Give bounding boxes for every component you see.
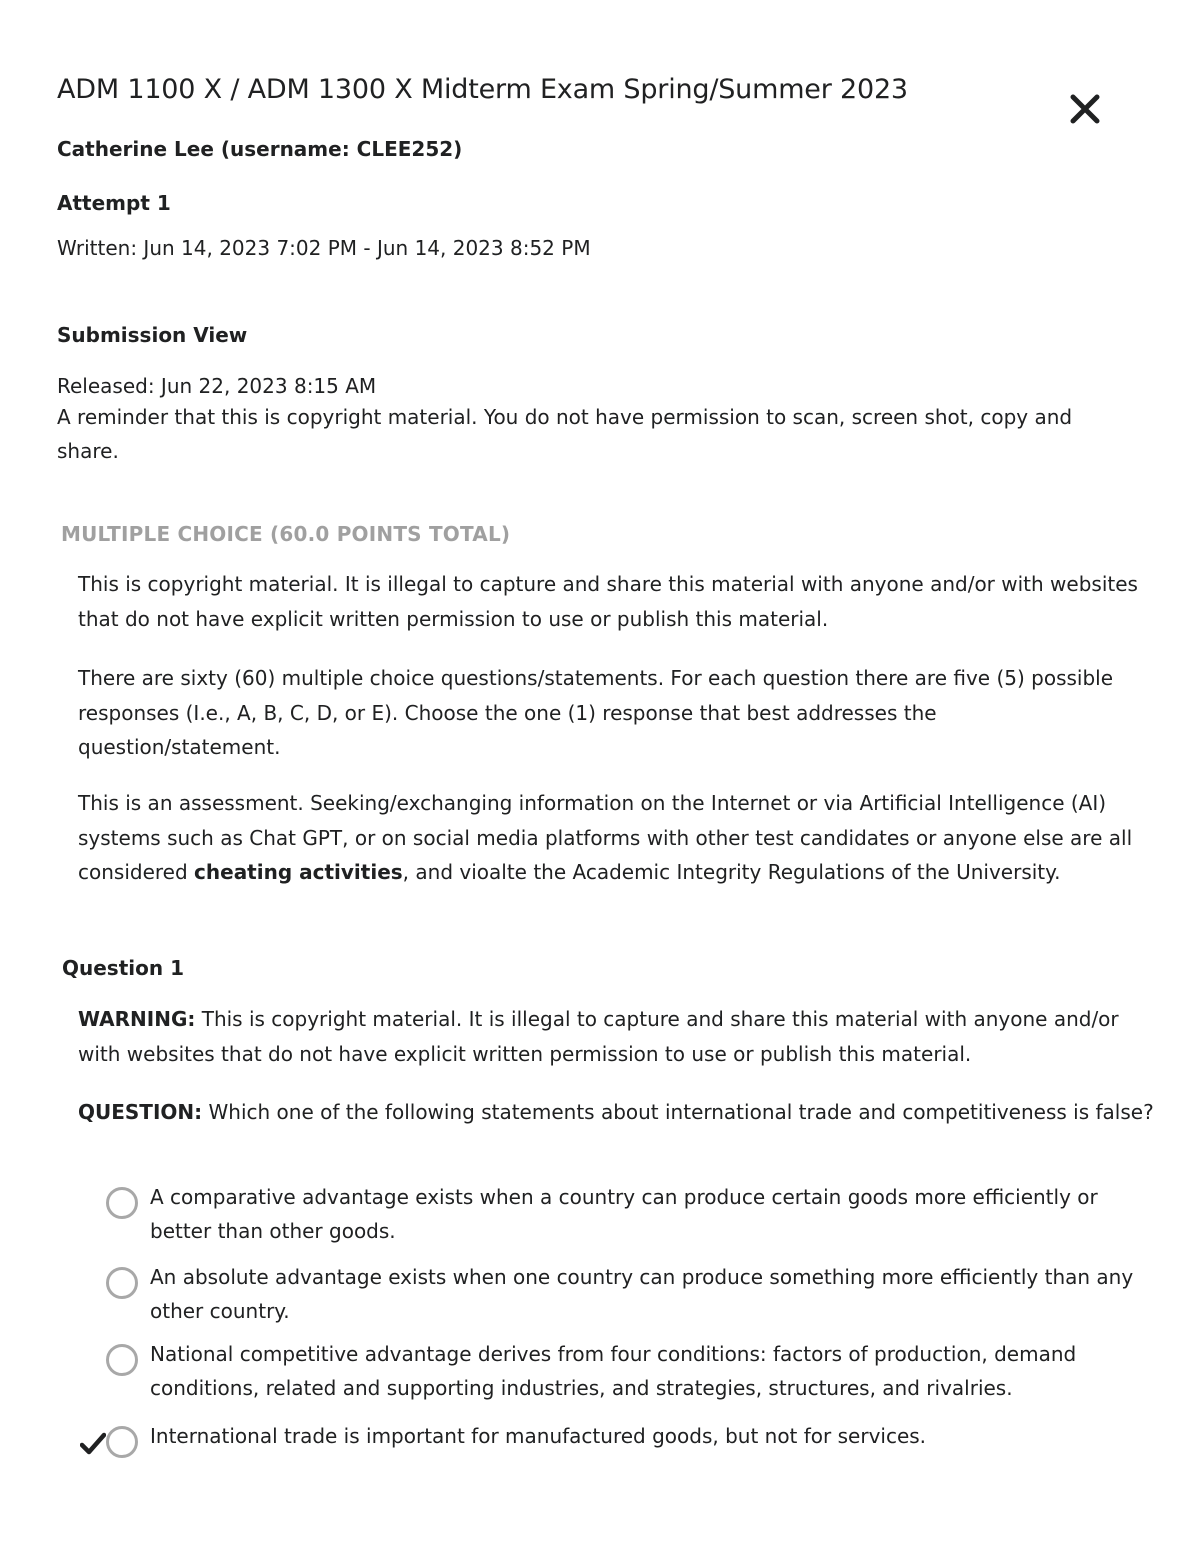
close-button[interactable] (1064, 88, 1106, 130)
cheating-activities-text: cheating activities (194, 860, 403, 884)
integrity-text-part1: This is an assessment. Seeking/exchanging information on the Internet or via Artificial Intelligence (AI) systems such as Chat GPT, or on social media platforms with other test candidates or anyone else are all considered (78, 791, 1133, 884)
question-text (78, 1095, 1158, 1130)
written-timestamp: Written: Jun 14, 2023 7:02 PM - Jun 14, 2023 8:52 PM (57, 236, 591, 260)
integrity-text-part2: , and vioalte the Academic Integrity Regulations of the University. (402, 860, 1061, 884)
radio-button[interactable] (106, 1426, 138, 1458)
answer-option-correct[interactable] (80, 1419, 1140, 1458)
question-warning (78, 1002, 1138, 1071)
radio-button[interactable] (106, 1187, 138, 1219)
section-heading: MULTIPLE CHOICE (60.0 POINTS TOTAL) (61, 522, 511, 546)
answer-option-text: A comparative advantage exists when a country can produce certain goods more efficiently or better than other goods. (150, 1185, 1098, 1243)
answer-option-text: An absolute advantage exists when one country can produce something more efficiently than any other country. (150, 1265, 1134, 1323)
warning-label: WARNING: (78, 1007, 196, 1031)
question-body: Which one of the following statements about international trade and competitiveness is false? (202, 1100, 1154, 1124)
warning-text: This is copyright material. It is illegal to capture and share this material with anyone and/or with websites that do not have explicit written permission to use or publish this material. (78, 1007, 1119, 1066)
page-title: ADM 1100 X / ADM 1300 X Midterm Exam Spring/Summer 2023 (57, 74, 908, 105)
answer-option[interactable] (80, 1337, 1140, 1405)
copyright-reminder: A reminder that this is copyright material. You do not have permission to scan, screen shot, copy and share. (57, 405, 1073, 463)
answer-mark (80, 1260, 106, 1296)
radio-button[interactable] (106, 1267, 138, 1299)
submission-view-heading: Submission View (57, 323, 248, 347)
answer-option[interactable] (80, 1180, 1140, 1248)
academic-integrity-notice (78, 786, 1138, 890)
released-timestamp: Released: Jun 22, 2023 8:15 AM (57, 374, 377, 398)
answer-mark (80, 1180, 106, 1216)
answer-mark (80, 1337, 106, 1373)
copyright-notice: This is copyright material. It is illegal to capture and share this material with anyone and/or with websites that do not have explicit written permission to use or publish this material. (78, 572, 1138, 631)
close-icon (1070, 94, 1100, 124)
answer-option[interactable] (80, 1260, 1140, 1328)
checkmark-icon (80, 1432, 106, 1456)
instructions-text: There are sixty (60) multiple choice questions/statements. For each question there are five (5) possible responses (I.e., A, B, C, D, or E). Choose the one (1) response that best addresses the question/statement. (78, 666, 1114, 759)
answer-mark (80, 1419, 106, 1455)
radio-button[interactable] (106, 1344, 138, 1376)
question-label: QUESTION: (78, 1100, 203, 1124)
attempt-label: Attempt 1 (57, 191, 171, 215)
question-heading: Question 1 (62, 956, 184, 980)
answer-option-text: National competitive advantage derives from four conditions: factors of production, demand conditions, related and supporting industries, and strategies, structures, and rivalries. (150, 1342, 1077, 1400)
user-info: Catherine Lee (username: CLEE252) (57, 137, 463, 161)
answer-option-text: International trade is important for manufactured goods, but not for services. (150, 1424, 927, 1448)
